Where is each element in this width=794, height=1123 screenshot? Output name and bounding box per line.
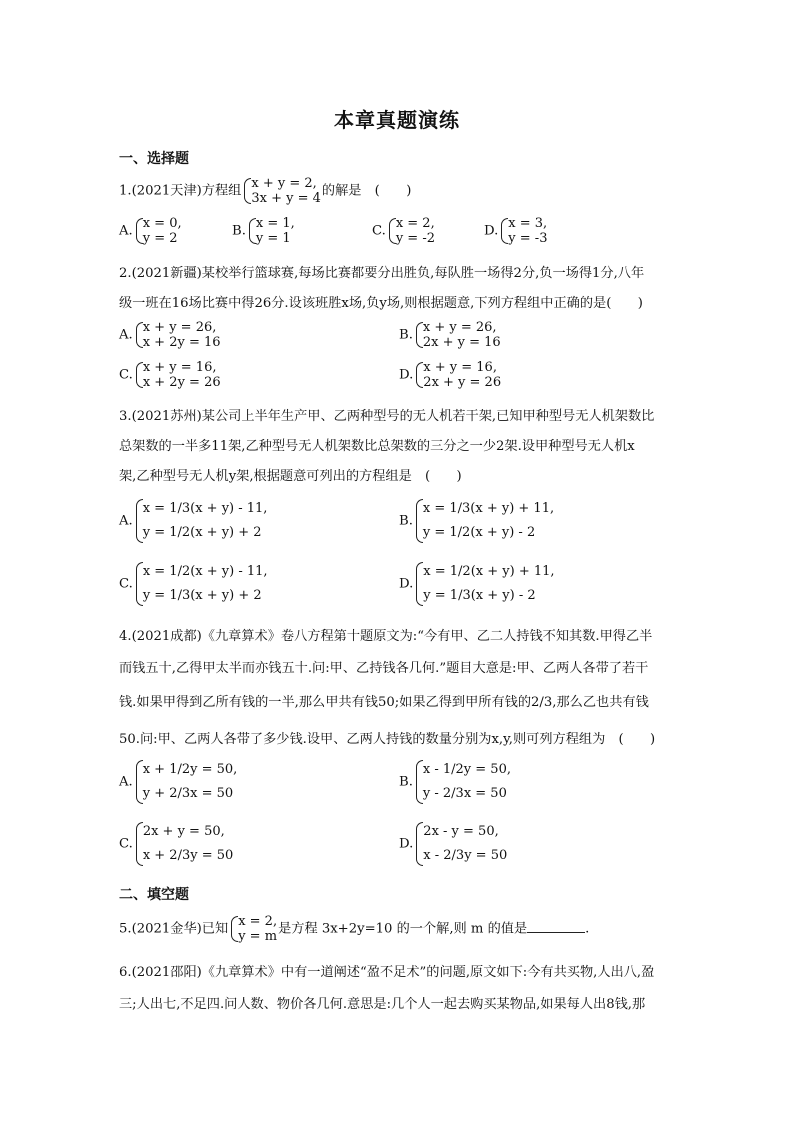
question-4-line-4: 50.问:甲、乙两人各带了多少钱.设甲、乙两人持钱的数量分别为x,y,则可列方程组为 ( ) [119, 732, 656, 747]
question-3-option-b[interactable]: B. x = 1/3(x + y) + 11, y = 1/2(x + y) - 2 [399, 497, 555, 545]
question-3-option-c[interactable]: C. x = 1/2(x + y) - 11, y = 1/3(x + y) + 2 [119, 560, 269, 608]
section-heading-choice: 一、选择题 [119, 151, 189, 167]
question-4-line-2: 而钱五十,乙得甲太半而亦钱五十.问:甲、乙持钱各几何.”题目大意是:甲、乙两人各带了若干 [119, 661, 649, 676]
question-1-option-b[interactable]: B. x = 1, y = 1 [232, 216, 295, 246]
question-2-option-a[interactable]: A. x + y = 26, x + 2y = 16 [119, 320, 221, 350]
question-4-line-3: 钱.如果甲得到乙所有钱的一半,那么甲共有钱50;如果乙得到甲所有钱的2/3,那么乙也共有钱 [119, 695, 649, 710]
question-4-option-c[interactable]: C. 2x + y = 50, x + 2/3y = 50 [119, 820, 234, 868]
question-4-option-a[interactable]: A. x + 1/2y = 50, y + 2/3x = 50 [119, 758, 238, 806]
question-5: 5.(2021金华)已知 x = 2, y = m 是方程 3x+2y=10 的一个解,则 m 的值是 . [119, 914, 590, 944]
question-3-line-2: 总架数的一半多11架,乙种型号无人机架数比总架数的三分之一少2架.设甲种型号无人机x [119, 439, 635, 454]
question-1 [119, 176, 411, 206]
question-2-line-2: 级一班在16场比赛中得26分.设该班胜x场,负y场,则根据题意,下列方程组中正确的是( ) [119, 296, 643, 311]
question-4-line-1: 4.(2021成都)《九章算术》卷八方程第十题原文为:“今有甲、乙二人持钱不知其数.甲得乙半 [119, 629, 653, 644]
question-5-system: x = 2, y = m [229, 914, 277, 944]
question-3-option-d[interactable]: D. x = 1/2(x + y) + 11, y = 1/3(x + y) - 2 [399, 560, 556, 608]
question-2-line-1: 2.(2021新疆)某校举行篮球赛,每场比赛都要分出胜负,每队胜一场得2分,负一场得1分,八年 [119, 266, 645, 281]
question-3-line-1: 3.(2021苏州)某公司上半年生产甲、乙两种型号的无人机若干架,已知甲种型号无人机架数比 [119, 409, 655, 424]
answer-blank[interactable] [527, 920, 585, 933]
question-1-option-a[interactable]: A. x = 0, y = 2 [119, 216, 182, 246]
question-4-option-b[interactable]: B. x - 1/2y = 50, y - 2/3x = 50 [399, 758, 512, 806]
question-1-system: x + y = 2, 3x + y = 4 [242, 176, 321, 206]
question-3-option-a[interactable]: A. x = 1/3(x + y) - 11, y = 1/2(x + y) + 2 [119, 497, 268, 545]
section-heading-fill: 二、填空题 [119, 887, 189, 903]
question-2-option-b[interactable]: B. x + y = 26, 2x + y = 16 [399, 320, 501, 350]
question-3-line-3: 架,乙种型号无人机y架,根据题意可列出的方程组是 ( ) [119, 469, 462, 484]
question-1-option-d[interactable]: D. x = 3, y = -3 [484, 216, 548, 246]
page-title: 本章真题演练 [334, 108, 460, 132]
question-1-suffix: 的解是 ( ) [321, 183, 412, 199]
question-1-option-c[interactable]: C. x = 2, y = -2 [372, 216, 435, 246]
question-6-line-2: 三;人出七,不足四.问人数、物价各几何.意思是:几个人一起去购买某物品,如果每人出8钱,那 [119, 997, 646, 1012]
question-1-prefix: 1.(2021天津)方程组 [119, 183, 242, 199]
question-2-option-c[interactable]: C. x + y = 16, x + 2y = 26 [119, 360, 221, 390]
question-4-option-d[interactable]: D. 2x - y = 50, x - 2/3y = 50 [399, 820, 508, 868]
question-6-line-1: 6.(2021邵阳)《九章算术》中有一道阐述“盈不足术”的问题,原文如下:今有共买物,人出八,盈 [119, 965, 655, 980]
question-2-option-d[interactable]: D. x + y = 16, 2x + y = 26 [399, 360, 502, 390]
